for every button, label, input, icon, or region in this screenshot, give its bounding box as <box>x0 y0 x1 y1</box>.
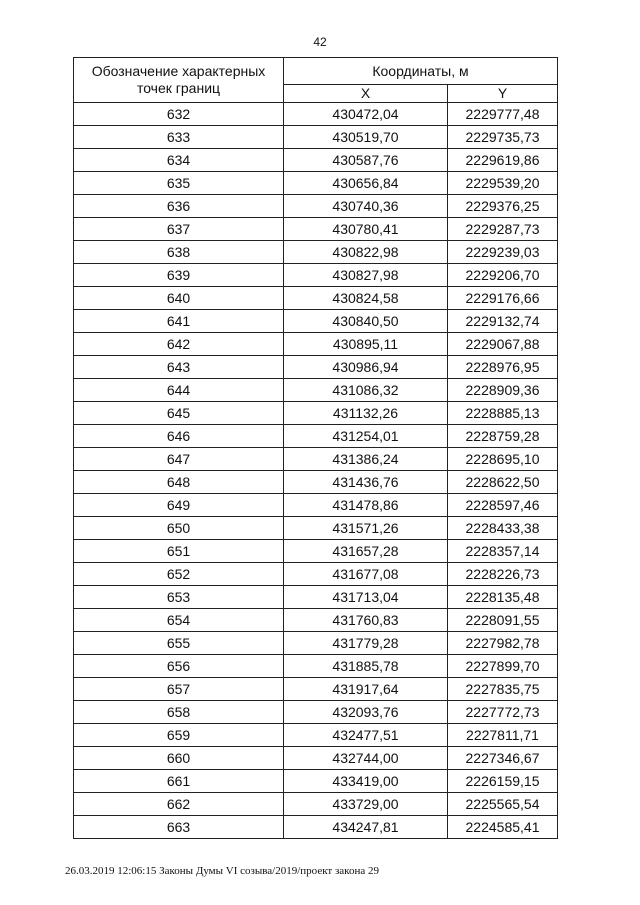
y-cell: 2228226,73 <box>448 563 558 586</box>
point-cell: 663 <box>74 816 284 839</box>
table-row <box>74 264 558 287</box>
x-cell: 431478,86 <box>284 494 448 517</box>
point-cell: 643 <box>74 356 284 379</box>
x-cell: 430827,98 <box>284 264 448 287</box>
x-cell: 431254,01 <box>284 425 448 448</box>
point-cell: 638 <box>74 241 284 264</box>
point-cell: 656 <box>74 655 284 678</box>
table-row <box>74 310 558 333</box>
point-cell: 641 <box>74 310 284 333</box>
x-cell: 430780,41 <box>284 218 448 241</box>
x-cell: 431713,04 <box>284 586 448 609</box>
y-cell: 2227811,71 <box>448 724 558 747</box>
y-cell: 2226159,15 <box>448 770 558 793</box>
y-cell: 2229132,74 <box>448 310 558 333</box>
y-cell: 2224585,41 <box>448 816 558 839</box>
table-row <box>74 632 558 655</box>
table-row <box>74 356 558 379</box>
table-row <box>74 678 558 701</box>
table-row <box>74 241 558 264</box>
x-cell: 434247,81 <box>284 816 448 839</box>
y-cell: 2228695,10 <box>448 448 558 471</box>
y-cell: 2229206,70 <box>448 264 558 287</box>
header-point: Обозначение характерных точек границ <box>74 58 284 103</box>
point-cell: 662 <box>74 793 284 816</box>
point-cell: 644 <box>74 379 284 402</box>
coordinates-table <box>73 57 558 839</box>
y-cell: 2229777,48 <box>448 103 558 126</box>
table-row <box>74 103 558 126</box>
point-cell: 634 <box>74 149 284 172</box>
point-cell: 650 <box>74 517 284 540</box>
header-y: Y <box>448 85 558 103</box>
point-cell: 636 <box>74 195 284 218</box>
table-row <box>74 333 558 356</box>
x-cell: 431917,64 <box>284 678 448 701</box>
x-cell: 432093,76 <box>284 701 448 724</box>
y-cell: 2228135,48 <box>448 586 558 609</box>
y-cell: 2228433,38 <box>448 517 558 540</box>
point-cell: 632 <box>74 103 284 126</box>
y-cell: 2228759,28 <box>448 425 558 448</box>
point-cell: 655 <box>74 632 284 655</box>
table-row <box>74 172 558 195</box>
x-cell: 431436,76 <box>284 471 448 494</box>
y-cell: 2229239,03 <box>448 241 558 264</box>
table-row <box>74 816 558 839</box>
point-cell: 652 <box>74 563 284 586</box>
point-cell: 661 <box>74 770 284 793</box>
point-cell: 647 <box>74 448 284 471</box>
y-cell: 2229376,25 <box>448 195 558 218</box>
point-cell: 637 <box>74 218 284 241</box>
x-cell: 431386,24 <box>284 448 448 471</box>
x-cell: 431086,32 <box>284 379 448 402</box>
point-cell: 660 <box>74 747 284 770</box>
table-row <box>74 793 558 816</box>
point-cell: 648 <box>74 471 284 494</box>
table-row <box>74 448 558 471</box>
y-cell: 2225565,54 <box>448 793 558 816</box>
y-cell: 2228885,13 <box>448 402 558 425</box>
y-cell: 2227835,75 <box>448 678 558 701</box>
x-cell: 430986,94 <box>284 356 448 379</box>
table-row <box>74 218 558 241</box>
table-row <box>74 425 558 448</box>
table-row <box>74 195 558 218</box>
x-cell: 432477,51 <box>284 724 448 747</box>
x-cell: 433419,00 <box>284 770 448 793</box>
point-cell: 657 <box>74 678 284 701</box>
y-cell: 2227346,67 <box>448 747 558 770</box>
x-cell: 430895,11 <box>284 333 448 356</box>
page-number: 42 <box>313 35 327 49</box>
table-row <box>74 517 558 540</box>
point-cell: 658 <box>74 701 284 724</box>
y-cell: 2227982,78 <box>448 632 558 655</box>
x-cell: 430822,98 <box>284 241 448 264</box>
table-body <box>74 103 558 839</box>
y-cell: 2228622,50 <box>448 471 558 494</box>
x-cell: 432744,00 <box>284 747 448 770</box>
table-header <box>74 58 558 103</box>
table-row <box>74 586 558 609</box>
point-cell: 635 <box>74 172 284 195</box>
table-row <box>74 126 558 149</box>
point-cell: 653 <box>74 586 284 609</box>
table-row <box>74 494 558 517</box>
x-cell: 431132,26 <box>284 402 448 425</box>
y-cell: 2229176,66 <box>448 287 558 310</box>
y-cell: 2227899,70 <box>448 655 558 678</box>
point-cell: 651 <box>74 540 284 563</box>
point-cell: 645 <box>74 402 284 425</box>
point-cell: 654 <box>74 609 284 632</box>
y-cell: 2228091,55 <box>448 609 558 632</box>
point-cell: 649 <box>74 494 284 517</box>
point-cell: 659 <box>74 724 284 747</box>
x-cell: 433729,00 <box>284 793 448 816</box>
header-coordinates: Координаты, м <box>284 58 558 85</box>
x-cell: 430472,04 <box>284 103 448 126</box>
point-cell: 642 <box>74 333 284 356</box>
point-cell: 646 <box>74 425 284 448</box>
y-cell: 2228597,46 <box>448 494 558 517</box>
y-cell: 2229735,73 <box>448 126 558 149</box>
x-cell: 430519,70 <box>284 126 448 149</box>
x-cell: 430656,84 <box>284 172 448 195</box>
x-cell: 430740,36 <box>284 195 448 218</box>
x-cell: 431657,28 <box>284 540 448 563</box>
x-cell: 431571,26 <box>284 517 448 540</box>
table-row <box>74 287 558 310</box>
table-row <box>74 747 558 770</box>
y-cell: 2229539,20 <box>448 172 558 195</box>
y-cell: 2229287,73 <box>448 218 558 241</box>
point-cell: 639 <box>74 264 284 287</box>
header-x: X <box>284 85 448 103</box>
point-cell: 640 <box>74 287 284 310</box>
point-cell: 633 <box>74 126 284 149</box>
x-cell: 430587,76 <box>284 149 448 172</box>
x-cell: 431779,28 <box>284 632 448 655</box>
y-cell: 2228357,14 <box>448 540 558 563</box>
table-row <box>74 402 558 425</box>
table-row <box>74 540 558 563</box>
table-row <box>74 724 558 747</box>
table-row <box>74 379 558 402</box>
y-cell: 2229619,86 <box>448 149 558 172</box>
footer-stamp: 26.03.2019 12:06:15 Законы Думы VI созыва/2019/проект закона 29 <box>65 865 379 877</box>
y-cell: 2229067,88 <box>448 333 558 356</box>
y-cell: 2227772,73 <box>448 701 558 724</box>
x-cell: 431885,78 <box>284 655 448 678</box>
table-row <box>74 471 558 494</box>
x-cell: 431677,08 <box>284 563 448 586</box>
x-cell: 430824,58 <box>284 287 448 310</box>
table-row <box>74 563 558 586</box>
table-row <box>74 149 558 172</box>
x-cell: 431760,83 <box>284 609 448 632</box>
table-row <box>74 770 558 793</box>
table-row <box>74 701 558 724</box>
y-cell: 2228976,95 <box>448 356 558 379</box>
y-cell: 2228909,36 <box>448 379 558 402</box>
x-cell: 430840,50 <box>284 310 448 333</box>
table-row <box>74 655 558 678</box>
table-row <box>74 609 558 632</box>
